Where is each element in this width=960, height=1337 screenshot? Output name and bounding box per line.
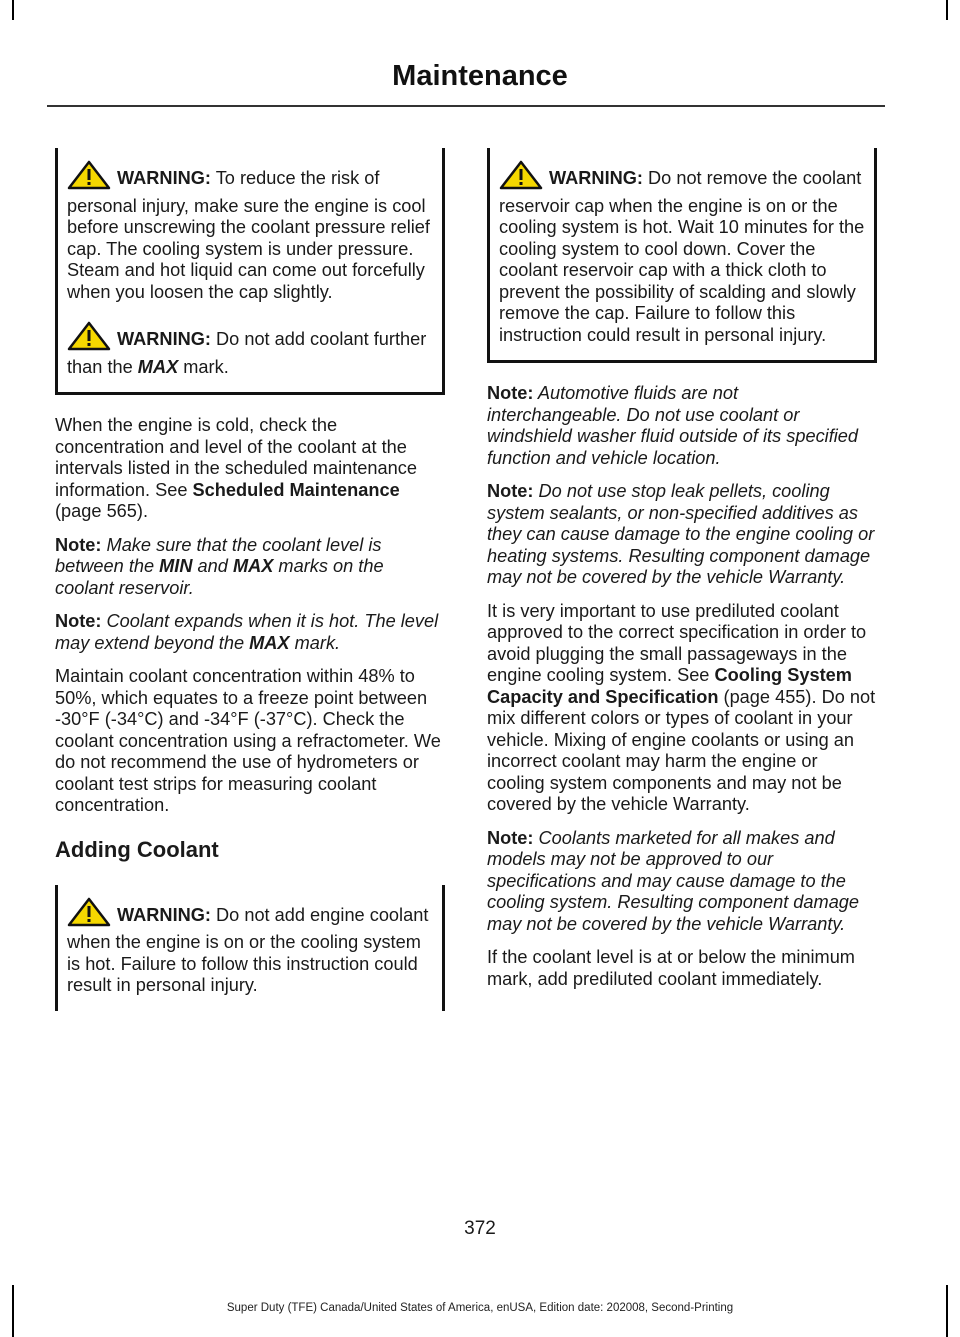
paragraph-text: (page 455). Do not mix different colors or types of coolant in your vehicle. Mixing of engine coolants or using an incorrect coolant may harm the engine or cooling system components and may not be covered by the vehicle Warranty. bbox=[487, 686, 876, 814]
warning-triangle-icon bbox=[67, 160, 111, 196]
note-text: marks on the coolant reservoir. bbox=[55, 556, 384, 598]
page-title: Maintenance bbox=[392, 60, 568, 92]
note-text: Do not use stop leak pellets, cooling system sealants, or non-specified additives as they can cause damage to the engine cooling or heating systems. Resulting component damage may not be covered by the vehicle Warranty. bbox=[487, 481, 875, 587]
warning-box bbox=[487, 148, 877, 363]
note-label: Note: bbox=[487, 827, 534, 848]
header-divider bbox=[47, 105, 885, 107]
max-mark: MAX bbox=[249, 632, 290, 653]
cross-reference-link[interactable]: Cooling System Capacity and Specification bbox=[487, 665, 852, 707]
paragraph bbox=[55, 415, 445, 523]
note-text: Make sure that the coolant level is between the bbox=[55, 534, 382, 576]
paragraph: Maintain coolant concentration within 48% to 50%, which equates to a freeze point between -30°F (-34°C) and -34°F (-37°C). Check the coolant concentration using a refractometer. We do not recommend the use of hydrometers or coolant test strips for measuring coolant concentration. bbox=[55, 666, 441, 815]
warning-label: WARNING: bbox=[117, 168, 211, 188]
warning-box bbox=[55, 885, 445, 1011]
warning-label: WARNING: bbox=[117, 329, 211, 349]
page-number: 372 bbox=[464, 1218, 496, 1239]
max-mark: MAX bbox=[232, 556, 274, 576]
warning-text: To reduce the risk of personal injury, make sure the engine is cool before unscrewing the coolant pressure relief cap. The cooling system is under pressure. Steam and hot liquid can come out forcefully when you loosen the cap slightly. bbox=[67, 168, 430, 302]
footer-text: Super Duty (TFE) Canada/United States of America, enUSA, Edition date: 202008, Second-Printing bbox=[226, 1302, 734, 1314]
cross-reference-link[interactable]: Scheduled Maintenance bbox=[192, 479, 400, 500]
warning-text: Do not add engine coolant when the engine is on or the cooling system is hot. Failure to follow this instruction could result in personal injury. bbox=[67, 904, 429, 995]
note-label: Note: bbox=[55, 611, 102, 631]
right-column bbox=[487, 148, 877, 1002]
left-column bbox=[55, 148, 445, 1011]
crop-mark bbox=[946, 0, 948, 20]
note-label: Note: bbox=[487, 481, 534, 501]
note bbox=[55, 611, 445, 654]
note-text: Coolant expands when it is hot. The level may extend beyond the bbox=[55, 611, 439, 653]
crop-mark bbox=[12, 0, 14, 20]
note-text: and bbox=[192, 556, 233, 576]
note bbox=[487, 828, 877, 936]
note-text: Coolants marketed for all makes and models may not be approved to our specifications and may cause damage to the cooling system. Resulting component damage may not be covered by the vehicle Warranty. bbox=[487, 827, 860, 934]
warning-triangle-icon bbox=[67, 897, 111, 933]
note-label: Note: bbox=[55, 534, 102, 555]
warning-triangle-icon bbox=[67, 321, 111, 357]
paragraph-text: It is very important to use prediluted coolant approved to the correct specification in order to avoid plugging the small passageways in the engine cooling system. See bbox=[487, 600, 867, 685]
warning-label: WARNING: bbox=[549, 168, 643, 188]
warning-text: Do not remove the coolant reservoir cap when the engine is on or the cooling system is hot. Wait 10 minutes for the cooling system to cool down. Cover the coolant reservoir cap with a thick cloth to prevent the possibility of scalding and slowly remove the cap. Failure to follow this instruction could result in personal injury. bbox=[499, 168, 865, 345]
warning-text: mark. bbox=[178, 356, 229, 377]
paragraph bbox=[487, 601, 877, 816]
warning-item bbox=[67, 321, 433, 378]
note bbox=[487, 383, 877, 469]
warning-item bbox=[67, 160, 433, 303]
warning-triangle-icon bbox=[499, 160, 543, 196]
note-text: Automotive fluids are not interchangeable. Do not use coolant or windshield washer fluid outside of its specified function and vehicle location. bbox=[487, 383, 859, 468]
warning-item bbox=[499, 160, 865, 346]
note-label: Note: bbox=[487, 383, 534, 403]
warning-text: Do not add coolant further than the bbox=[67, 329, 427, 377]
note bbox=[487, 481, 877, 589]
section-heading: Adding Coolant bbox=[55, 836, 219, 862]
warning-box bbox=[55, 148, 445, 395]
note bbox=[55, 535, 445, 600]
paragraph: If the coolant level is at or below the minimum mark, add prediluted coolant immediately. bbox=[487, 947, 855, 989]
note-text: mark. bbox=[289, 632, 341, 653]
warning-item bbox=[67, 897, 433, 997]
min-mark: MIN bbox=[159, 556, 193, 576]
page-reference: (page 565). bbox=[55, 501, 149, 521]
max-mark: MAX bbox=[137, 356, 179, 377]
warning-label: WARNING: bbox=[117, 904, 211, 925]
paragraph-text: When the engine is cold, check the concentration and level of the coolant at the intervals listed in the scheduled maintenance information. See bbox=[55, 415, 417, 500]
